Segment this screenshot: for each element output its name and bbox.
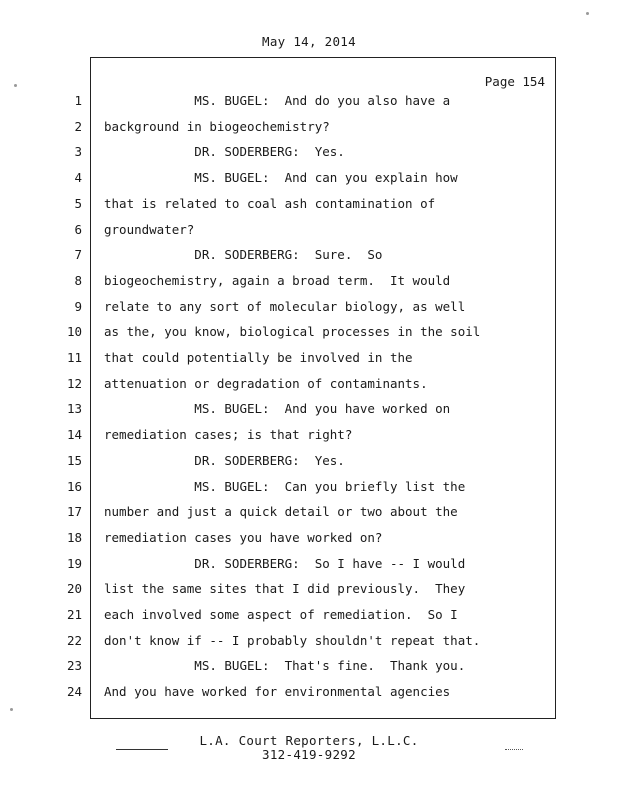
line-text: don't know if -- I probably shouldn't repeat that. (104, 632, 481, 648)
line-number: 9 (74, 298, 82, 314)
transcript-line (0, 401, 560, 421)
transcript-line (0, 556, 560, 576)
line-text: that is related to coal ash contamination of (104, 195, 436, 211)
page-number: Page 154 (484, 74, 545, 89)
footer-phone: 312-419-9292 (262, 747, 356, 762)
transcript-line (0, 93, 560, 113)
transcript-line (0, 324, 560, 344)
line-text: MS. BUGEL: Can you briefly list the (104, 478, 466, 494)
transcript-line (0, 350, 560, 370)
line-text: biogeochemistry, again a broad term. It would (104, 272, 451, 288)
transcript-line (0, 453, 560, 473)
line-number: 6 (74, 221, 82, 237)
line-text: as the, you know, biological processes in the soil (104, 324, 481, 340)
scan-speck (586, 12, 589, 15)
line-number: 19 (66, 555, 82, 571)
transcript-line (0, 581, 560, 601)
scan-speck (10, 708, 13, 711)
line-number: 3 (74, 144, 82, 160)
line-text: background in biogeochemistry? (104, 118, 330, 134)
line-text: each involved some aspect of remediation. So I (104, 607, 458, 622)
line-text: remediation cases; is that right? (104, 427, 353, 443)
line-number: 21 (66, 607, 82, 622)
line-text: DR. SODERBERG: Yes. (104, 144, 345, 160)
transcript-line (0, 504, 560, 524)
line-text: list the same sites that I did previously. They (104, 581, 466, 597)
line-number: 24 (66, 684, 82, 700)
line-number: 18 (66, 529, 82, 545)
transcript-line (0, 222, 560, 242)
line-number: 11 (66, 350, 82, 365)
transcript-line (0, 196, 560, 216)
line-number: 16 (66, 478, 82, 494)
transcript-line (0, 684, 560, 704)
transcript-date: May 14, 2014 (262, 34, 356, 49)
line-text: relate to any sort of molecular biology, as well (104, 298, 466, 314)
line-text: MS. BUGEL: And you have worked on (104, 401, 451, 417)
transcript-line (0, 658, 560, 678)
transcript-line (0, 607, 560, 627)
line-number: 12 (66, 375, 82, 391)
line-number: 20 (66, 581, 82, 597)
transcript-line (0, 633, 560, 653)
footer-company: L.A. Court Reporters, L.L.C. (199, 733, 419, 748)
transcript-line (0, 479, 560, 499)
line-number: 22 (66, 632, 82, 648)
line-text: MS. BUGEL: And can you explain how (104, 170, 458, 186)
line-number: 10 (66, 324, 82, 340)
line-number: 13 (66, 401, 82, 417)
line-number: 7 (74, 247, 82, 263)
line-text: MS. BUGEL: And do you also have a (104, 93, 451, 108)
line-number: 1 (74, 93, 82, 108)
scan-speck (14, 84, 17, 87)
line-number: 2 (74, 118, 82, 134)
line-number: 14 (66, 427, 82, 443)
line-text: And you have worked for environmental agencies (104, 684, 451, 700)
transcript-line (0, 427, 560, 447)
line-number: 23 (66, 658, 82, 674)
line-number: 8 (74, 272, 82, 288)
line-number: 15 (66, 452, 82, 468)
line-text: number and just a quick detail or two about the (104, 504, 458, 520)
line-number: 4 (74, 170, 82, 186)
transcript-line (0, 530, 560, 550)
line-text: remediation cases you have worked on? (104, 529, 383, 545)
transcript-line (0, 144, 560, 164)
line-text: DR. SODERBERG: So I have -- I would (104, 555, 466, 571)
line-text: MS. BUGEL: That's fine. Thank you. (104, 658, 466, 674)
line-text: that could potentially be involved in the (104, 350, 413, 365)
line-text: DR. SODERBERG: Sure. So (104, 247, 383, 263)
line-text: attenuation or degradation of contaminants. (104, 375, 428, 391)
transcript-line (0, 376, 560, 396)
line-text: DR. SODERBERG: Yes. (104, 452, 345, 468)
line-number: 5 (74, 195, 82, 211)
transcript-line (0, 119, 560, 139)
transcript-line (0, 247, 560, 267)
transcript-line (0, 273, 560, 293)
line-number: 17 (66, 504, 82, 520)
transcript-line (0, 170, 560, 190)
transcript-line (0, 299, 560, 319)
line-text: groundwater? (104, 221, 195, 237)
